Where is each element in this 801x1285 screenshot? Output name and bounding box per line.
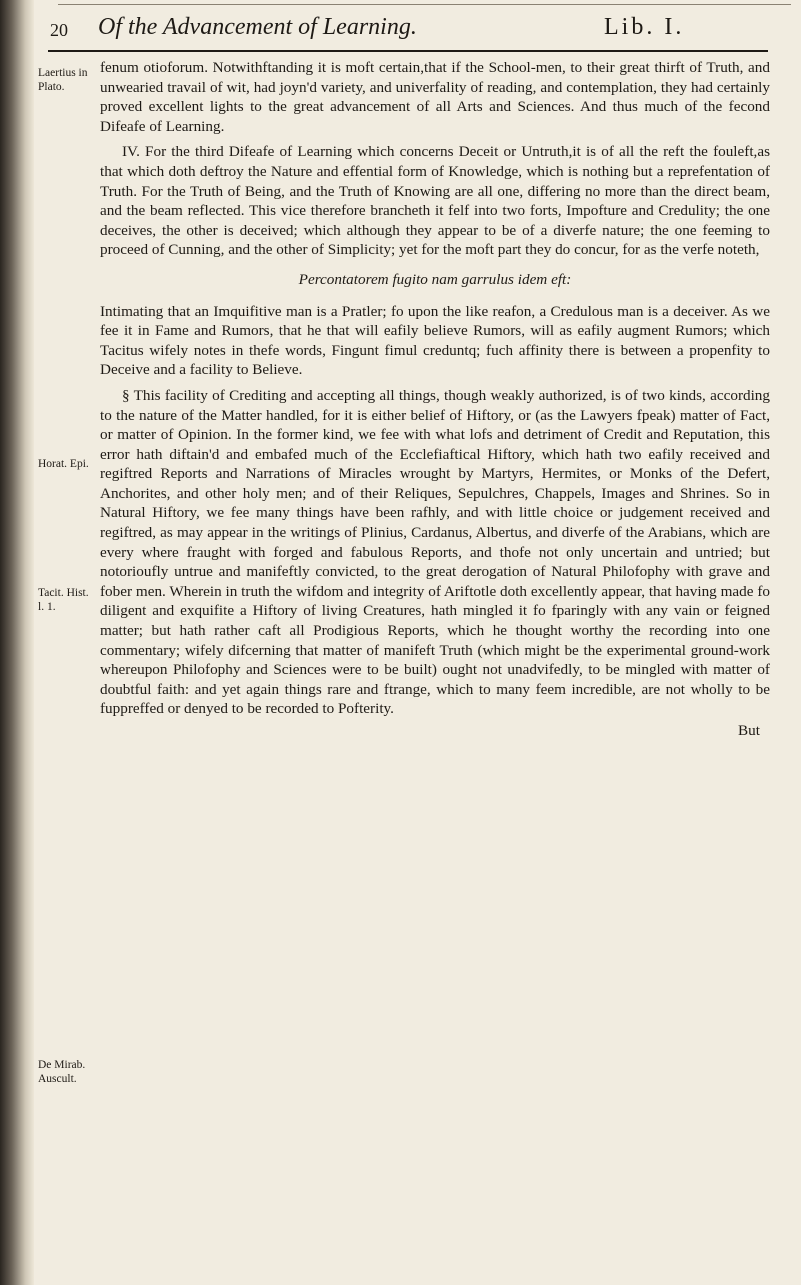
margin-note-tacit: Tacit. Hist. l. 1. [38,587,89,613]
margin-note-horat: Horat. Epi. [38,458,89,470]
page-header [38,12,778,50]
book-page [38,0,801,1285]
paragraph-school-men: fenum otioforum. Notwithftanding it is moft certain,that if the School-men, to their great thirft of Truth, and unwearied travail of wit, had joyn'd variety, and univerfality of reading, and contemplation, they had certainly proved excellent lights to the great advancement of all Arts and Sciences. And thus much of the fecond Difeafe of Learning. [100,59,770,135]
verse-quotation: Percontatorem fugito nam garrulus idem eft: [298,270,572,288]
header-rule [48,50,768,52]
margin-note-laertius: Laertius in Plato. [38,67,88,93]
main-text [100,58,770,741]
margin-note-de-mirab: De Mirab. Auscult. [38,1059,86,1085]
book-gutter-shadow [0,0,34,1285]
paragraph-deceit: IV. For the third Difeafe of Learning which concerns Deceit or Untruth,it is of all the reft the fouleft,as that which doth deftroy the Nature and effential form of Knowledge, which is nothing but a reprefentation of Truth. For the Truth of Being, and the Truth of Knowing are all one, differing no more than the direct beam, and the beam reflected. This vice therefore brancheth it felf into two forts, Impofture and Credulity; the one deceives, the other is deceived; which although they appear to be of a diverfe nature; the one feeming to proceed of Cunning, and the other of Simplicity; yet for the moft part they do concur, for as the verfe noteth, [100,143,770,259]
top-edge-rule [58,4,791,5]
running-title: Of the Advancement of Learning. [98,14,417,40]
page-number: 20 [50,20,68,40]
catchword: But [738,722,760,739]
paragraph-crediting: § This facility of Crediting and accepting all things, though weakly authorized, is of two kinds, according to the nature of the Matter handled, for it is either belief of Hiftory, or (as the Lawyers fpeak) matter of Fact, or matter of Opinion. In the former kind, we fee with what lofs and detriment of Credit and Reputation, this error hath diftain'd and embafed much of the Ecclefiaftical Hiftory, which hath two eafily received and regiftred Reports and Narrations of Miracles wrought by Martyrs, Hermites, or Monks of the Defert, Anchorites, and other holy men; and of their Reliques, Sepulchres, Chappels, Images and Shrines. So in Natural Hiftory, we fee many things have been rafhly, and with little choice or judgement received and regiftred, as may appear in the writings of Plinius, Cardanus, Albertus, and diverfe of the Arabians, which are every where fraught with forged and fabulous Reports, and thofe not only uncertain and untried; but notorioufly untrue and manifeftly convicted, to the great derogation of Natural Philofophy with grave and fober men. Wherein in truth the wifdom and integrity of Ariftotle doth excellently appear, that having made fo diligent and exquifite a Hiftory of living Creatures, hath mingled it fo fparingly with any vain or feigned matter; but hath rather caft all Prodigious Reports, which he thought worthy the recording into one commentary; wifely difcerning that matter of manifeft Truth (which might be the experimental ground-work whereupon Philofophy and Sciences were to be built) ought not unadvifedly, to be mingled with matter of doubtful faith: and yet again things rare and ftrange, which to many feem incredible, are not wholly to be fuppreffed or denyed to be recorded to Pofterity. [100,386,770,718]
book-number: Lib. I. [604,14,685,40]
paragraph-credulity: Intimating that an Imquifitive man is a Pratler; fo upon the like reafon, a Credulous man is a deceiver. As we fee it in Fame and Rumors, that he that will eafily believe Rumors, will as eafily augment Rumors; which Tacitus wifely notes in thefe words, Fingunt fimul creduntq; fuch affinity there is between a propenfity to Deceive and a facility to Believe. [100,302,770,379]
